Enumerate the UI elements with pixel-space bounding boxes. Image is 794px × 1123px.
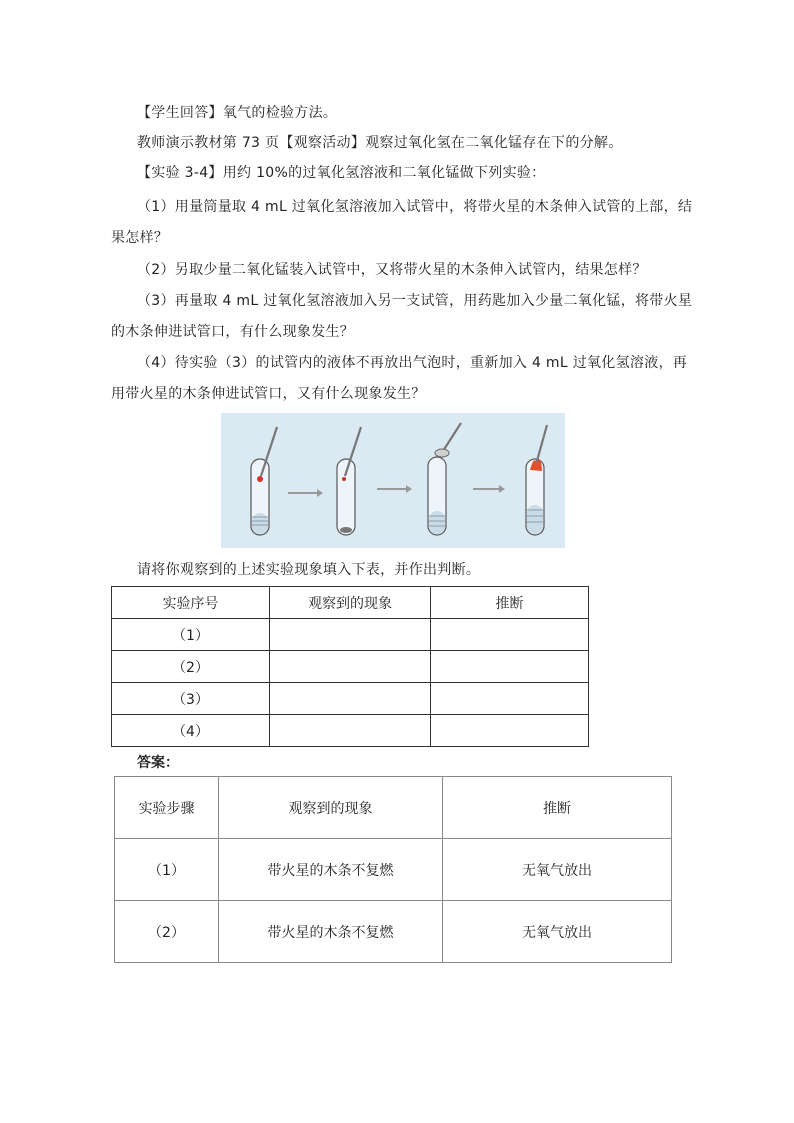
table-cell-inference: 无氧气放出 — [443, 839, 672, 901]
paragraph-step4-line2: 用带火星的木条伸进试管口，又有什么现象发生？ — [111, 386, 426, 402]
table-cell-inference — [431, 651, 589, 683]
table-row — [112, 683, 589, 715]
table-cell-inference — [431, 715, 589, 747]
table-cell-inference: 无氧气放出 — [443, 901, 672, 963]
paragraph-step2: （2）另取少量二氧化锰装入试管中，又将带火星的木条伸入试管内，结果怎样？ — [137, 262, 647, 278]
test-tube-illustration — [221, 413, 565, 548]
paragraph-step3-line2: 的木条伸进试管口，有什么现象发生？ — [111, 324, 355, 340]
table-row — [112, 715, 589, 747]
figure-background — [221, 413, 565, 548]
table-row — [115, 901, 672, 963]
answer-table — [114, 776, 672, 963]
table-cell-observation — [270, 619, 431, 651]
table-cell-inference — [431, 619, 589, 651]
table-header-cell: 实验序号 — [112, 587, 270, 619]
ember-dot — [257, 476, 263, 482]
table-cell-step: （1） — [112, 619, 270, 651]
table-cell-step: （3） — [112, 683, 270, 715]
table-cell-observation — [270, 683, 431, 715]
observation-table — [111, 586, 589, 747]
table-cell-step: （2） — [115, 901, 219, 963]
table-cell-inference — [431, 683, 589, 715]
table-header-cell: 推断 — [431, 587, 589, 619]
table-header-cell: 观察到的现象 — [219, 777, 443, 839]
table-header-row — [112, 587, 589, 619]
paragraph-experiment-title: 【实验 3-4】用约 10%的过氧化氢溶液和二氧化锰做下列实验： — [137, 165, 546, 181]
paragraph-step1-line1: （1）用量筒量取 4 mL 过氧化氢溶液加入试管中，将带火星的木条伸入试管的上部，结 — [137, 199, 693, 215]
answer-label: 答案： — [137, 755, 179, 771]
table-cell-observation: 带火星的木条不复燃 — [219, 901, 443, 963]
table-header-cell: 观察到的现象 — [270, 587, 431, 619]
table-row — [115, 839, 672, 901]
table-cell-step: （1） — [115, 839, 219, 901]
paragraph-step1-line2: 果怎样？ — [111, 230, 169, 246]
table-cell-step: （4） — [112, 715, 270, 747]
paragraph-student-answer: 【学生回答】氧气的检验方法。 — [137, 105, 338, 121]
table-cell-step: （2） — [112, 651, 270, 683]
table-header-cell: 实验步骤 — [115, 777, 219, 839]
table-row — [112, 619, 589, 651]
paragraph-step3-line1: （3）再量取 4 mL 过氧化氢溶液加入另一支试管，用药匙加入少量二氧化锰，将带火星 — [137, 293, 693, 309]
paragraph-table-instruction: 请将你观察到的上述实验现象填入下表，并作出判断。 — [137, 562, 481, 578]
paragraph-step4-line1: （4）待实验（3）的试管内的液体不再放出气泡时，重新加入 4 mL 过氧化氢溶液，再 — [137, 355, 688, 371]
table-header-cell: 推断 — [443, 777, 672, 839]
table-cell-observation — [270, 651, 431, 683]
table-header-row — [115, 777, 672, 839]
table-cell-observation: 带火星的木条不复燃 — [219, 839, 443, 901]
table-cell-observation — [270, 715, 431, 747]
table-row — [112, 651, 589, 683]
paragraph-teacher-demo: 教师演示教材第 73 页【观察活动】观察过氧化氢在二氧化锰存在下的分解。 — [137, 135, 623, 151]
